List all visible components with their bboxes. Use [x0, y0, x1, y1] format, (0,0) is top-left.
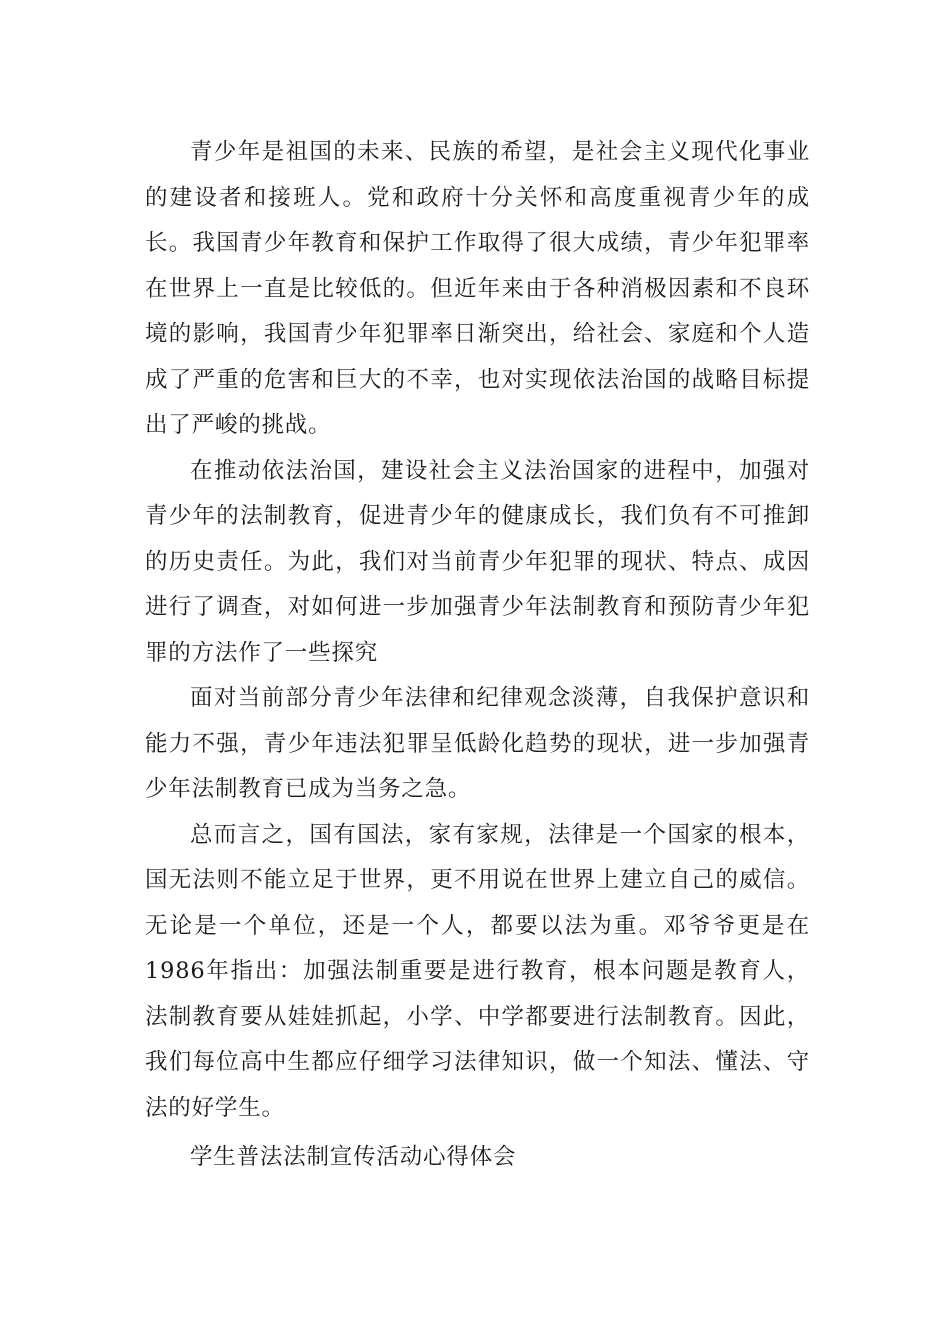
paragraph-responsibility: 在推动依法治国，建设社会主义法治国家的进程中，加强对青少年的法制教育，促进青少年的健康成长，我们负有不可推卸的历史责任。为此，我们对当前青少年犯罪的现状、特点、成因进行了调查，对如何进一步加强青少年法制教育和预防青少年犯罪的方法作了一些探究	[145, 457, 810, 666]
paragraph-intro: 青少年是祖国的未来、民族的希望，是社会主义现代化事业的建设者和接班人。党和政府十分关怀和高度重视青少年的成长。我国青少年教育和保护工作取得了很大成绩，青少年犯罪率在世界上一直是比较低的。但近年来由于各种消极因素和不良环境的影响，我国青少年犯罪率日渐突出，给社会、家庭和个人造成了严重的危害和巨大的不幸，也对实现依法治国的战略目标提出了严峻的挑战。	[145, 139, 810, 438]
paragraph-conclusion: 总而言之，国有国法，家有家规，法律是一个国家的根本，国无法则不能立足于世界，更不用说在世界上建立自己的威信。无论是一个单位，还是一个人，都要以法为重。邓爷爷更是在1986年指出：加强法制重要是进行教育，根本问题是教育人，法制教育要从娃娃抓起，小学、中学都要进行法制教育。因此，我们每位高中生都应仔细学习法律知识，做一个知法、懂法、守法的好学生。	[145, 821, 810, 1121]
document-body	[145, 130, 810, 1181]
section-heading: 学生普法法制宣传活动心得体会	[190, 1144, 517, 1170]
paragraph-urgency: 面对当前部分青少年法律和纪律观念淡薄，自我保护意识和能力不强，青少年违法犯罪呈低龄化趋势的现状，进一步加强青少年法制教育已成为当务之急。	[145, 685, 810, 802]
